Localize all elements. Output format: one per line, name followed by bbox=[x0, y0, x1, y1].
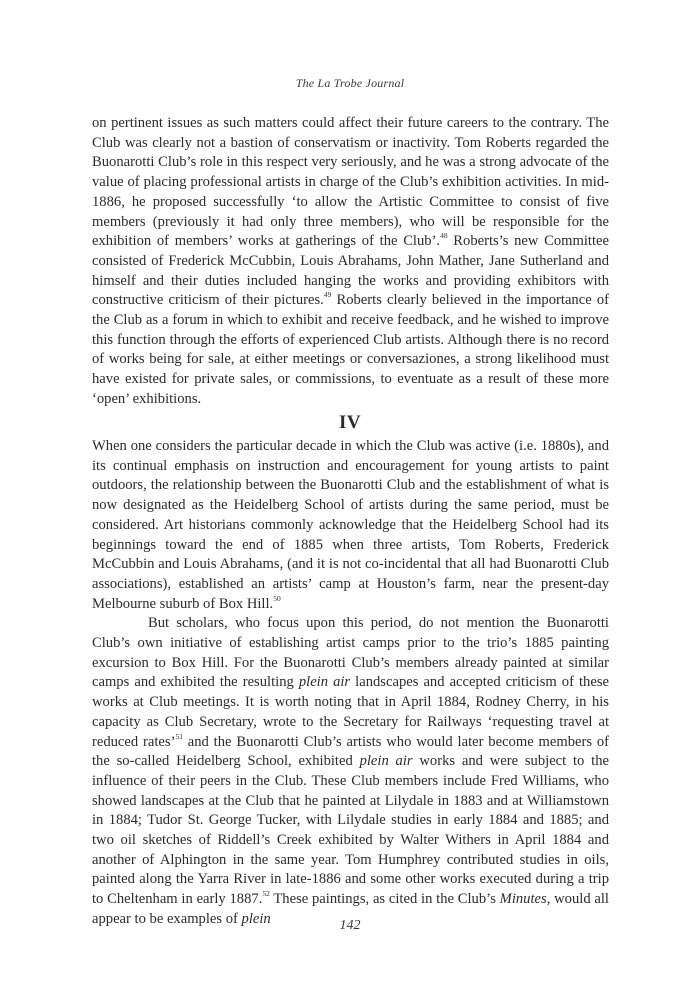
italic-plein: plein bbox=[241, 910, 271, 927]
page-number: 142 bbox=[339, 918, 361, 933]
paragraph-3 bbox=[92, 614, 609, 929]
section-heading: IV bbox=[338, 412, 362, 433]
footnote-ref-52: 52 bbox=[262, 889, 270, 899]
footnote-ref-50: 50 bbox=[273, 593, 281, 603]
paragraph-3-text-a: But scholars, who focus upon this period, do not mention the Buonarotti Club’s own initiative of establishing artist camps prior to the trio’s 1885 painting excursion to Box Hill. For the Buonarotti Club’s members already painted at similar camps and exhibited the resulting bbox=[92, 615, 609, 691]
paragraph-1-text-c: Roberts clearly believed in the importance of the Club as a forum in which to exhibit and receive feedback, and he wished to improve this function through the efforts of experienced Club artists. Although there is no record of works being for sale, at either meetings or conversaziones, a strong likelihood must have existed for private sales, or commissions, to eventuate as a result of these more ‘open’ exhibitions. bbox=[92, 292, 609, 407]
paragraph-3-text-c: and the Buonarotti Club’s artists who would later become members of the so-called Heidelberg School, exhibited bbox=[92, 733, 609, 770]
footnote-ref-49: 49 bbox=[323, 290, 332, 300]
paragraph-3-text-b: landscapes and accepted criticism of these works at Club meetings. It is worth noting that in April 1884, Rodney Cherry, in his capacity as Club Secretary, wrote to the Secretary for Railways ‘requesting travel at reduced rates’ bbox=[92, 674, 609, 750]
body-text-upper bbox=[92, 114, 609, 410]
running-head: The La Trobe Journal bbox=[295, 76, 405, 90]
paragraph-2 bbox=[92, 437, 609, 614]
paragraph-1 bbox=[92, 114, 609, 410]
body-text-lower bbox=[92, 437, 609, 930]
footnote-ref-51: 51 bbox=[175, 731, 183, 741]
paragraph-2-text: When one considers the particular decade in which the Club was active (i.e. 1880s), and its continual emphasis on instruction and encouragement for young artists to paint outdoors, the relationship between the Buonarotti Club and the establishment of what is now designated as the Heidelberg School of artists during the same period, must be considered. Art historians commonly acknowledge that the Heidelberg School had its beginnings toward the end of 1885 when three artists, Tom Roberts, Frederick McCubbin and Louis Abrahams, (and it is not co-incidental that all had Buonarotti Club associations), established an artists’ camp at Houston’s farm, near the present-day Melbourne suburb of Box Hill. bbox=[92, 438, 609, 612]
italic-minutes: Minutes bbox=[499, 891, 547, 908]
paragraph-3-text-e: These paintings, as cited in the Club’s bbox=[269, 891, 500, 908]
italic-plein-air-2: plein air bbox=[359, 753, 413, 770]
paragraph-3-text-d: works and were subject to the influence of their peers in the Club. These Club members include Fred Williams, who showed landscapes at the Club that he painted at Lilydale in 1883 and at Williamstown in 1884; Tudor St. George Tucker, with Lilydale studies in early 1884 and 1885; and two oil sketches of Riddell’s Creek exhibited by Walter Withers in April 1884 and another of Alphington in the same year. Tom Humphrey contributed studies in oils, painted along the Yarra River in late-1886 and some other works executed during a trip to Cheltenham in early 1887. bbox=[92, 753, 609, 908]
paragraph-1-text-a: on pertinent issues as such matters could affect their future careers to the contrary. The Club was clearly not a bastion of conservatism or inactivity. Tom Roberts regarded the Buonarotti Club’s role in this respect very seriously, and he was a strong advocate of the value of placing professional artists in charge of the Club’s exhibition activities. In mid-1886, he proposed successfully ‘to allow the Artistic Committee to consist of five members (previously it had only three members), who will be responsible for the exhibition of members’ works at gatherings of the Club’. bbox=[92, 115, 609, 250]
paragraph-3-text-f: , would all appear to be examples of bbox=[92, 891, 609, 927]
paragraph-1-text-b: Roberts’s new Committee consisted of Frederick McCubbin, Louis Abrahams, John Mather, Jane Sutherland and himself and their duties included hanging the works and providing exhibitors with constructive criticism of their pictures. bbox=[92, 233, 609, 309]
italic-plein-air-1: plein air bbox=[298, 674, 351, 691]
footnote-ref-48: 48 bbox=[440, 231, 448, 241]
